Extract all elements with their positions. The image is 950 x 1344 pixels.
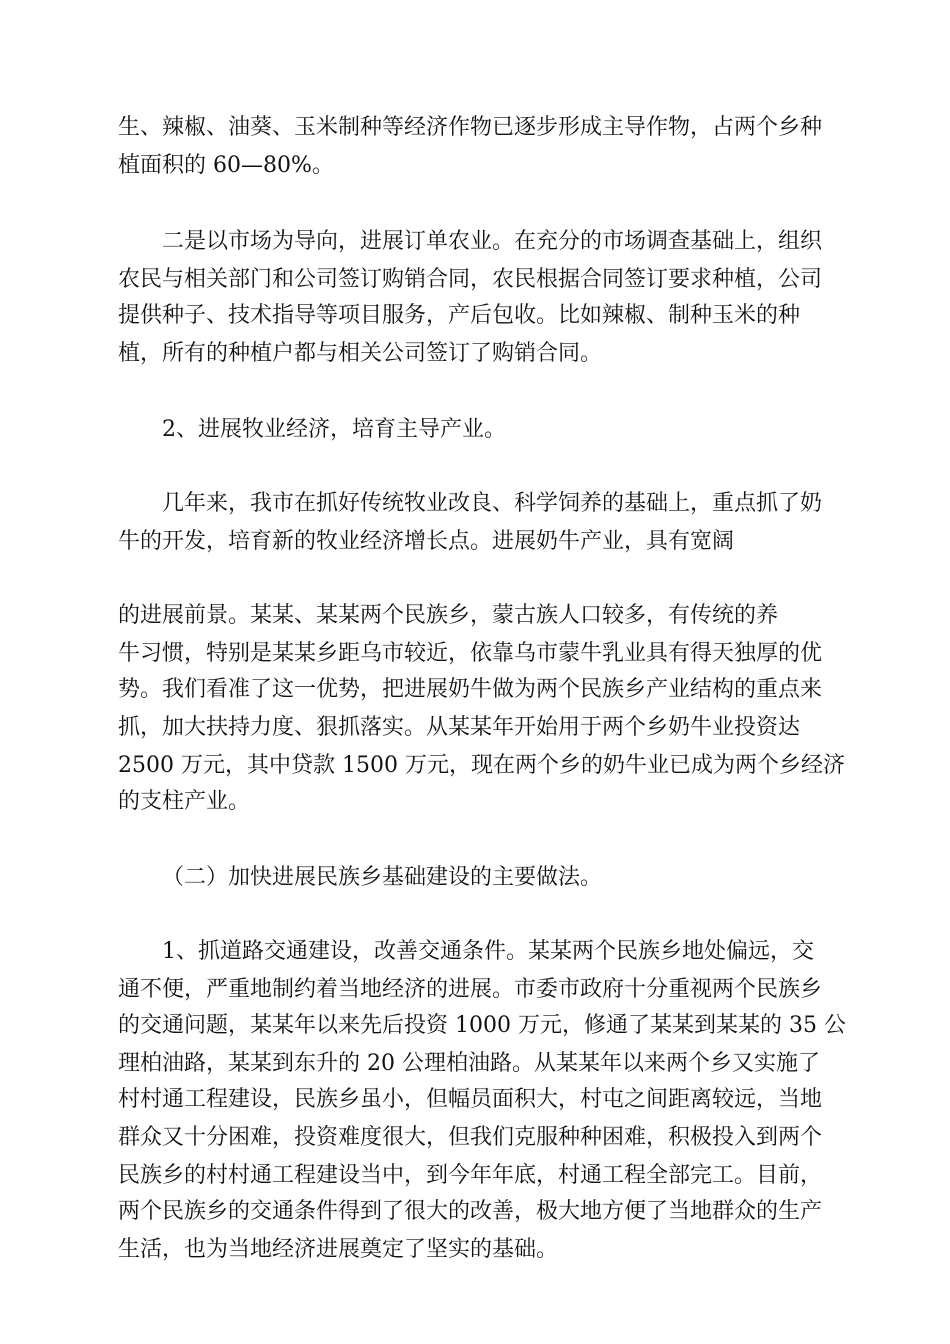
text-line: 提供种子、技术指导等项目服务，产后包收。比如辣椒、制种玉米的种 — [118, 303, 801, 328]
text-line: 植，所有的种植户都与相关公司签订了购销合同。 — [118, 341, 603, 366]
text-line: 的支柱产业。 — [118, 789, 251, 814]
text-line: 牛的开发，培育新的牧业经济增长点。进展奶牛产业，具有宽阔 — [118, 529, 735, 554]
section-heading: （二）加快进展民族乡基础建设的主要做法。 — [162, 865, 603, 890]
text-line: 生活，也为当地经济进展奠定了坚实的基础。 — [118, 1237, 559, 1262]
section-heading: 2、进展牧业经济，培育主导产业。 — [162, 417, 506, 442]
text-line: 二是以市场为导向，进展订单农业。在充分的市场调查基础上，组织 — [162, 229, 823, 254]
text-line: 抓，加大扶持力度、狠抓落实。从某某年开始用于两个乡奶牛业投资达 — [118, 715, 801, 740]
text-line: 村村通工程建设，民族乡虽小，但幅员面积大，村屯之间距离较远，当地 — [118, 1087, 823, 1112]
text-line: 植面积的 60—80%。 — [118, 153, 334, 178]
text-line: 几年来，我市在抓好传统牧业改良、科学饲养的基础上，重点抓了奶 — [162, 491, 823, 516]
text-line: 势。我们看准了这一优势，把进展奶牛做为两个民族乡产业结构的重点来 — [118, 677, 823, 702]
text-line: 两个民族乡的交通条件得到了很大的改善，极大地方便了当地群众的生产 — [118, 1199, 823, 1224]
text-line: 农民与相关部门和公司签订购销合同，农民根据合同签订要求种植，公司 — [118, 267, 823, 292]
text-line: 的交通问题，某某年以来先后投资 1000 万元，修通了某某到某某的 35 公 — [118, 1013, 846, 1038]
text-line: 通不便，严重地制约着当地经济的进展。市委市政府十分重视两个民族乡 — [118, 977, 823, 1002]
text-line: 1、抓道路交通建设，改善交通条件。某某两个民族乡地处偏远，交 — [162, 939, 814, 964]
text-line: 的进展前景。某某、某某两个民族乡，蒙古族人口较多，有传统的养 — [118, 603, 779, 628]
text-line: 民族乡的村村通工程建设当中，到今年年底，村通工程全部完工。目前， — [118, 1163, 823, 1188]
text-line: 生、辣椒、油葵、玉米制种等经济作物已逐步形成主导作物，占两个乡种 — [118, 115, 823, 140]
text-line: 2500 万元，其中贷款 1500 万元，现在两个乡的奶牛业已成为两个乡经济 — [118, 753, 845, 778]
text-line: 理柏油路，某某到东升的 20 公理柏油路。从某某年以来两个乡又实施了 — [118, 1051, 820, 1076]
text-line: 牛习惯，特别是某某乡距乌市较近，依靠乌市蒙牛乳业具有得天独厚的优 — [118, 641, 823, 666]
text-line: 群众又十分困难，投资难度很大，但我们克服种种困难，积极投入到两个 — [118, 1125, 823, 1150]
